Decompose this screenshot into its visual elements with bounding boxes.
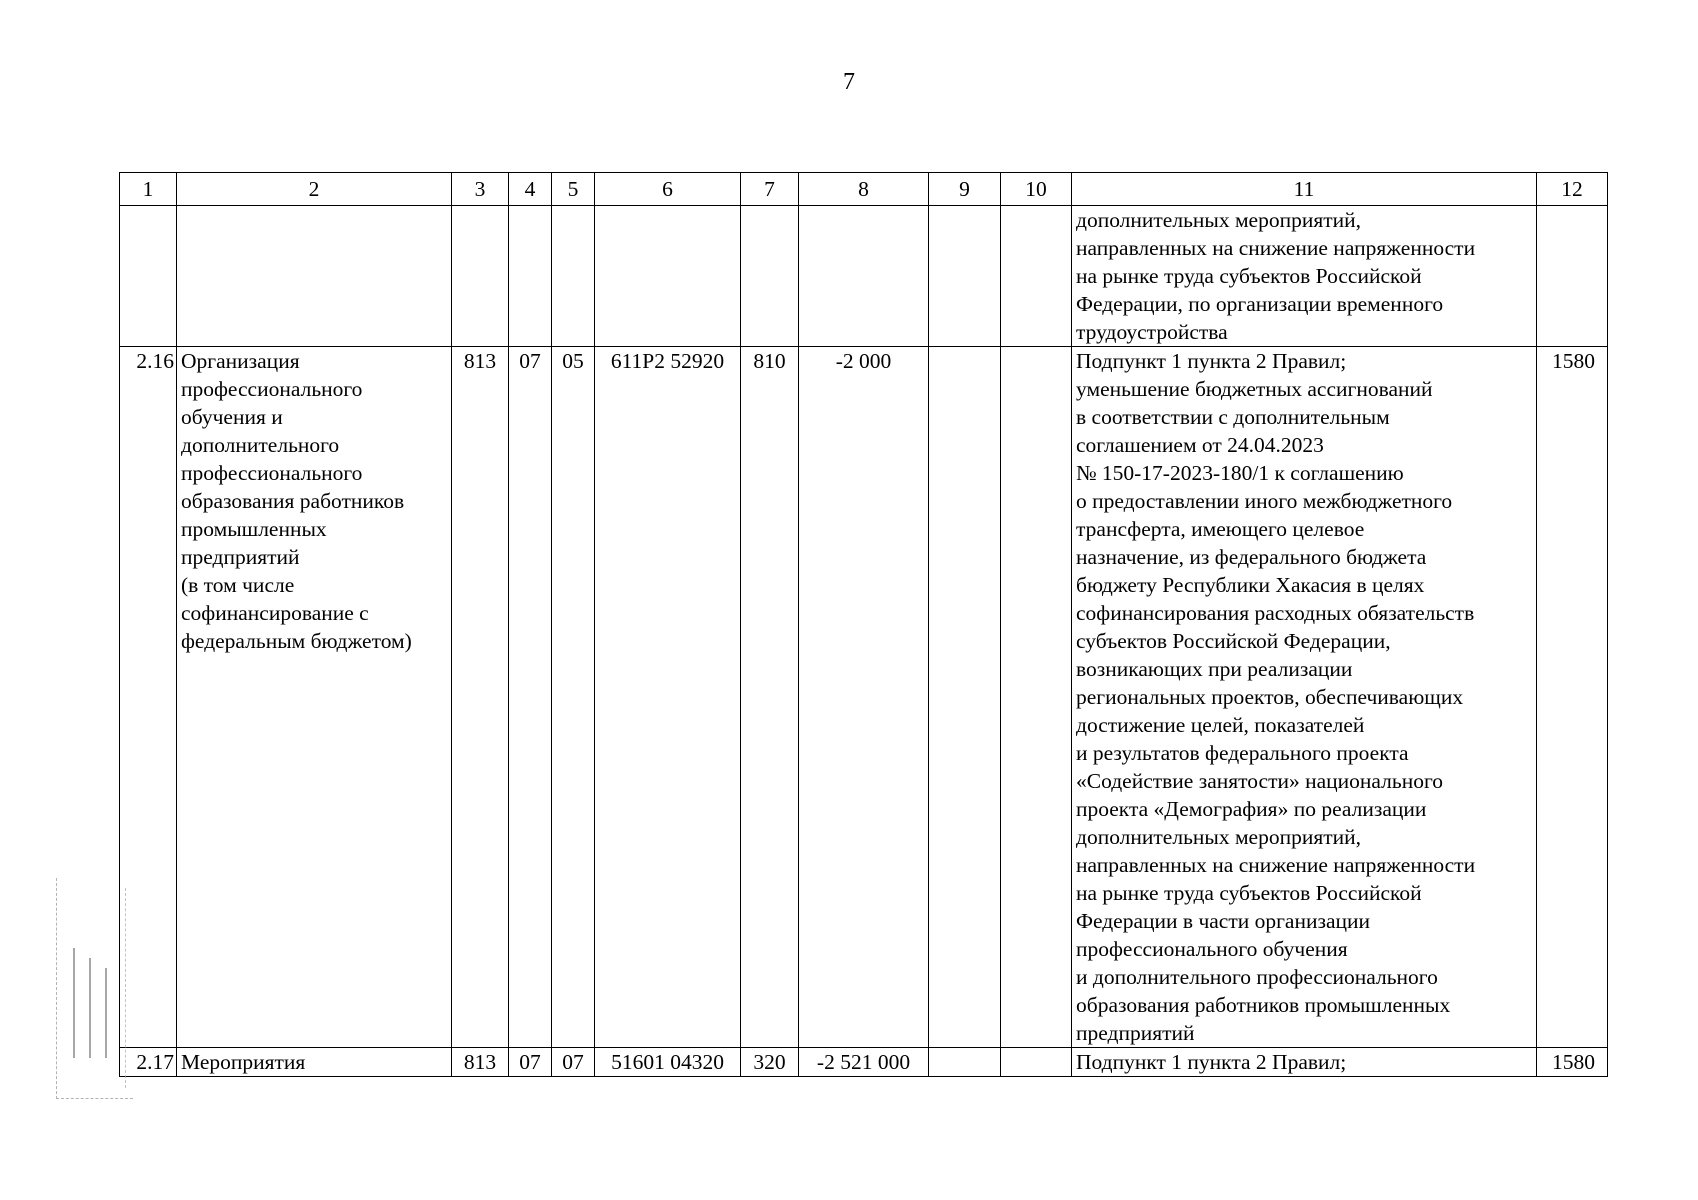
ministry-code-cell: 813	[452, 347, 509, 1048]
expense-type-cell: 320	[741, 1048, 799, 1077]
row-number-cell: 2.17	[120, 1048, 177, 1077]
column-10-cell	[1001, 1048, 1072, 1077]
column-9-cell	[929, 206, 1001, 347]
basis-line: проекта «Демография» по реализации	[1076, 797, 1427, 821]
target-article-cell: 611P2 52920	[595, 347, 741, 1048]
header-cell: 10	[1001, 173, 1072, 206]
header-cell: 11	[1072, 173, 1537, 206]
basis-line: профессионального обучения	[1076, 937, 1348, 961]
event-name-line: софинансирование с	[181, 601, 369, 625]
basis-line: Подпункт 1 пункта 2 Правил;	[1076, 1050, 1347, 1074]
amount-cell: -2 000	[799, 347, 929, 1048]
basis-line: направленных на снижение напряженности	[1076, 853, 1476, 877]
table-row	[120, 1048, 1608, 1077]
header-cell: 1	[120, 173, 177, 206]
header-cell: 12	[1537, 173, 1608, 206]
header-cell: 4	[509, 173, 552, 206]
column-10-cell	[1001, 206, 1072, 347]
table-row	[120, 347, 1608, 1048]
basis-line: и результатов федерального проекта	[1076, 741, 1409, 765]
basis-line: Федерации в части организации	[1076, 909, 1371, 933]
basis-line: трудоустройства	[1076, 320, 1228, 344]
event-name-cell	[177, 1048, 452, 1077]
expense-type-cell: 810	[741, 347, 799, 1048]
basis-line: уменьшение бюджетных ассигнований	[1076, 377, 1433, 401]
basis-line: достижение целей, показателей	[1076, 713, 1365, 737]
basis-cell	[1072, 347, 1537, 1048]
event-name-line: Организация	[181, 349, 300, 373]
amount-cell: -2 521 000	[799, 1048, 929, 1077]
event-name-line: профессионального	[181, 461, 363, 485]
basis-line: предприятий	[1076, 1021, 1195, 1045]
stamp-marks	[67, 948, 127, 1078]
event-name-line: профессионального	[181, 377, 363, 401]
row-number-cell: 2.16	[120, 347, 177, 1048]
basis-line: о предоставлении иного межбюджетного	[1076, 489, 1453, 513]
basis-cell	[1072, 206, 1537, 347]
header-cell: 3	[452, 173, 509, 206]
column-9-cell	[929, 347, 1001, 1048]
basis-line: образования работников промышленных	[1076, 993, 1451, 1017]
section-code-cell	[509, 206, 552, 347]
basis-line: назначение, из федерального бюджета	[1076, 545, 1427, 569]
header-cell: 9	[929, 173, 1001, 206]
header-cell: 5	[552, 173, 595, 206]
section-code-cell: 07	[509, 347, 552, 1048]
basis-line: субъектов Российской Федерации,	[1076, 629, 1391, 653]
basis-line: и дополнительного профессионального	[1076, 965, 1438, 989]
event-name-line: предприятий	[181, 545, 300, 569]
table-header-row	[120, 173, 1608, 206]
event-name-line: образования работников	[181, 489, 405, 513]
basis-line: на рынке труда субъектов Российской	[1076, 264, 1422, 288]
event-name-cell	[177, 206, 452, 347]
basis-cell	[1072, 1048, 1537, 1077]
row-number-cell	[120, 206, 177, 347]
ministry-code-cell	[452, 206, 509, 347]
event-name-line: обучения и	[181, 405, 283, 429]
code-cell: 1580	[1537, 1048, 1608, 1077]
basis-line: региональных проектов, обеспечивающих	[1076, 685, 1464, 709]
subsection-code-cell: 07	[552, 1048, 595, 1077]
header-cell: 2	[177, 173, 452, 206]
header-cell: 8	[799, 173, 929, 206]
column-9-cell	[929, 1048, 1001, 1077]
budget-table	[119, 172, 1608, 1077]
target-article-cell	[595, 206, 741, 347]
subsection-code-cell: 05	[552, 347, 595, 1048]
faded-stamp	[56, 878, 133, 1099]
basis-line: трансферта, имеющего целевое	[1076, 517, 1365, 541]
event-name-line: дополнительного	[181, 433, 340, 457]
column-10-cell	[1001, 347, 1072, 1048]
page-number: 7	[843, 69, 855, 95]
section-code-cell: 07	[509, 1048, 552, 1077]
basis-line: возникающих при реализации	[1076, 657, 1353, 681]
basis-line: Подпункт 1 пункта 2 Правил;	[1076, 349, 1347, 373]
basis-line: в соответствии с дополнительным	[1076, 405, 1390, 429]
event-name-cell	[177, 347, 452, 1048]
ministry-code-cell: 813	[452, 1048, 509, 1077]
code-cell: 1580	[1537, 347, 1608, 1048]
event-name-line: промышленных	[181, 517, 327, 541]
event-name-line: Мероприятия	[181, 1050, 306, 1074]
basis-line: бюджету Республики Хакасия в целях	[1076, 573, 1425, 597]
header-cell: 7	[741, 173, 799, 206]
basis-line: «Содействие занятости» национального	[1076, 769, 1443, 793]
basis-line: дополнительных мероприятий,	[1076, 825, 1362, 849]
basis-line: направленных на снижение напряженности	[1076, 236, 1476, 260]
header-cell: 6	[595, 173, 741, 206]
table-row	[120, 206, 1608, 347]
basis-line: Федерации, по организации временного	[1076, 292, 1444, 316]
basis-line: дополнительных мероприятий,	[1076, 208, 1362, 232]
basis-line: № 150-17-2023-180/1 к соглашению	[1076, 461, 1404, 485]
subsection-code-cell	[552, 206, 595, 347]
basis-line: соглашением от 24.04.2023	[1076, 433, 1324, 457]
basis-line: софинансирования расходных обязательств	[1076, 601, 1475, 625]
event-name-line: (в том числе	[181, 573, 295, 597]
target-article-cell: 51601 04320	[595, 1048, 741, 1077]
basis-line: на рынке труда субъектов Российской	[1076, 881, 1422, 905]
expense-type-cell	[741, 206, 799, 347]
amount-cell	[799, 206, 929, 347]
event-name-line: федеральным бюджетом)	[181, 629, 412, 653]
code-cell	[1537, 206, 1608, 347]
